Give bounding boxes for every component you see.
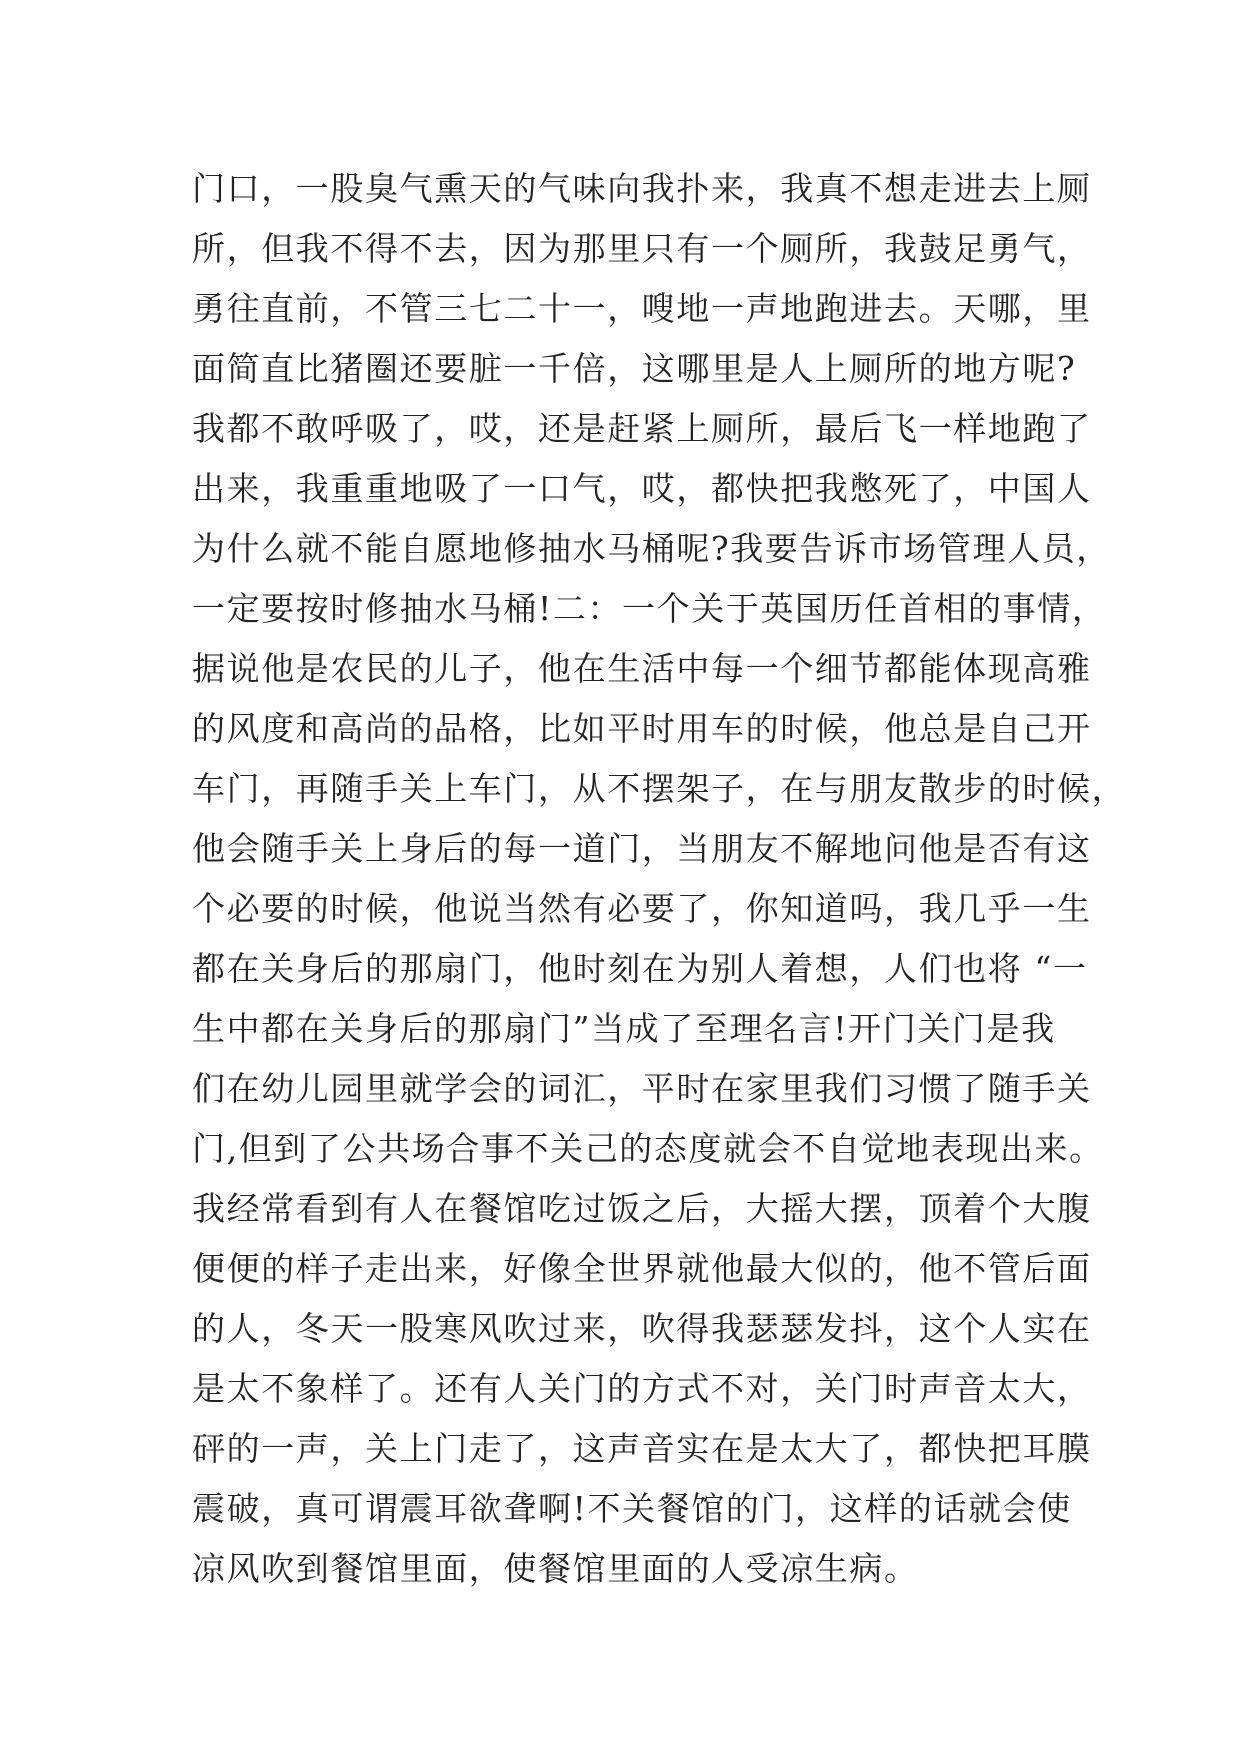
text-line: 门口，一股臭气熏天的气味向我扑来，我真不想走进去上厕 <box>192 169 1092 208</box>
text-line: 砰的一声，关上门走了，这声音实在是太大了，都快把耳膜 <box>192 1429 1092 1468</box>
text-line: 我经常看到有人在餐馆吃过饭之后，大摇大摆，顶着个大腹 <box>192 1189 1092 1228</box>
text-line: 便便的样子走出来，好像全世界就他最大似的，他不管后面 <box>192 1249 1092 1288</box>
text-line: 出来，我重重地吸了一口气，哎，都快把我憋死了，中国人 <box>192 469 1092 508</box>
text-line: 凉风吹到餐馆里面，使餐馆里面的人受凉生病。 <box>192 1549 919 1588</box>
text-line: 我都不敢呼吸了，哎，还是赶紧上厕所，最后飞一样地跑了 <box>192 409 1092 448</box>
text-line: 们在幼儿园里就学会的词汇，平时在家里我们习惯了随手关 <box>192 1069 1092 1108</box>
text-line: 门,但到了公共场合事不关己的态度就会不自觉地表现出来。 <box>192 1129 1104 1168</box>
text-line: 为什么就不能自愿地修抽水马桶呢?我要告诉市场管理人员， <box>192 529 1111 568</box>
text-line: 面简直比猪圈还要脏一千倍，这哪里是人上厕所的地方呢? <box>192 349 1077 388</box>
text-line: 的风度和高尚的品格，比如平时用车的时候，他总是自己开 <box>192 709 1092 748</box>
text-line: 生中都在关身后的那扇门”当成了至理名言!开门关门是我 <box>192 1009 1056 1048</box>
text-line: 都在关身后的那扇门，他时刻在为别人着想，人们也将 “一 <box>192 949 1088 988</box>
text-line: 个必要的时候，他说当然有必要了，你知道吗，我几乎一生 <box>192 889 1092 928</box>
text-line: 勇往直前，不管三七二十一，嗖地一声地跑进去。天哪，里 <box>192 289 1092 328</box>
text-line: 震破，真可谓震耳欲聋啊!不关餐馆的门，这样的话就会使 <box>192 1489 1072 1528</box>
text-line: 一定要按时修抽水马桶!二：一个关于英国历任首相的事情， <box>192 589 1107 628</box>
text-line: 所，但我不得不去，因为那里只有一个厕所，我鼓足勇气， <box>192 229 1092 268</box>
text-line: 是太不象样了。还有人关门的方式不对，关门时声音太大， <box>192 1369 1092 1408</box>
text-line: 据说他是农民的儿子，他在生活中每一个细节都能体现高雅 <box>192 649 1092 688</box>
text-line: 的人，冬天一股寒风吹过来，吹得我瑟瑟发抖，这个人实在 <box>192 1309 1092 1348</box>
body-text <box>192 159 1127 1599</box>
text-line: 他会随手关上身后的每一道门，当朋友不解地问他是否有这 <box>192 829 1092 868</box>
text-line: 车门，再随手关上车门，从不摆架子，在与朋友散步的时候， <box>192 769 1127 808</box>
